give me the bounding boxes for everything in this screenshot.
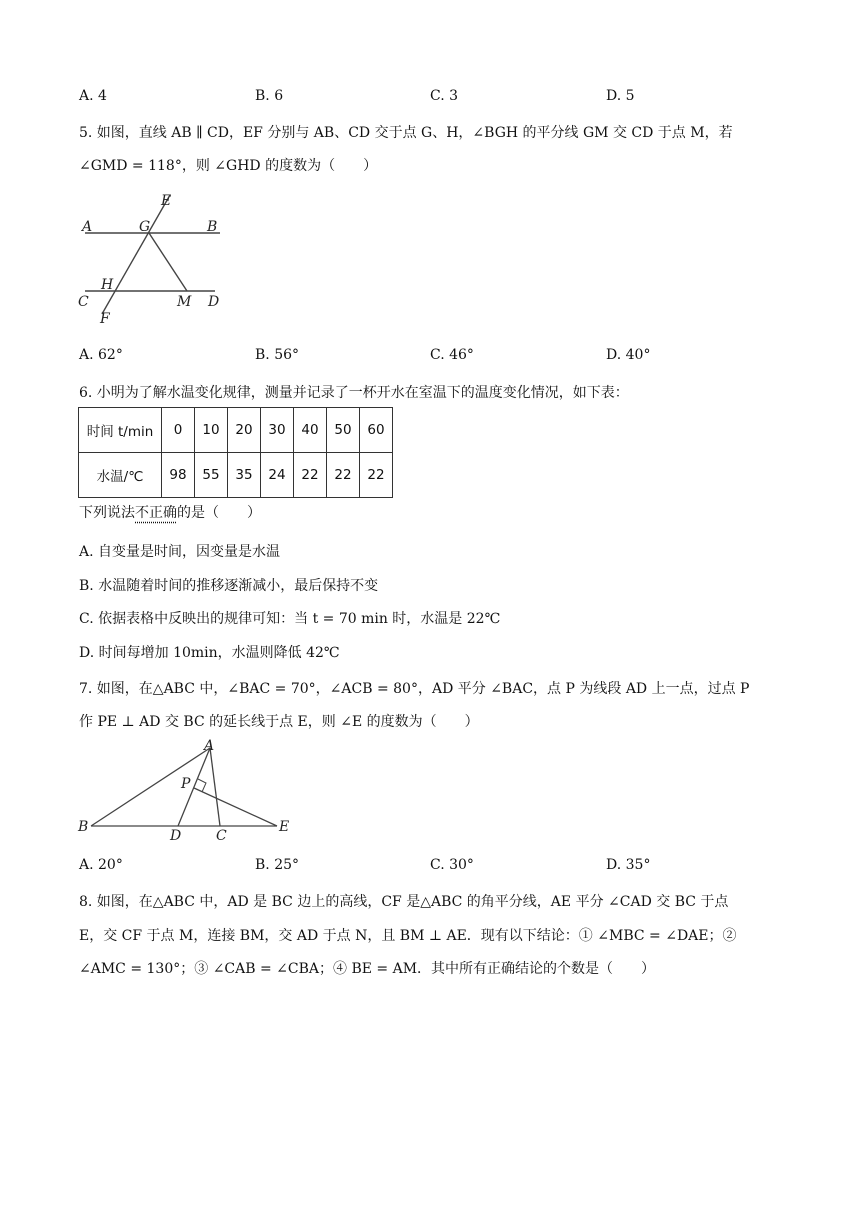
label-p: P [181, 776, 191, 792]
q5-stem-line1: 5. 如图，直线 AB ∥ CD，EF 分别与 AB、CD 交于点 G、H，∠BGH 的平分线 GM 交 CD 于点 M，若 [79, 125, 733, 141]
q5-options [0, 347, 860, 371]
table-header-time: 时间 t/min [79, 408, 162, 453]
table-cell: 22 [327, 453, 360, 498]
q8-stem-line1: 8. 如图，在△ABC 中，AD 是 BC 边上的高线，CF 是△ABC 的角平分线，AE 平分 ∠CAD 交 BC 于点 [79, 894, 729, 910]
q4-option-c: C. 3 [430, 88, 459, 104]
q4-options [0, 88, 860, 112]
table-row [79, 408, 393, 453]
q8-stem-line2: E，交 CF 于点 M，连接 BM，交 AD 于点 N，且 BM ⊥ AE．现有以下结论：① ∠MBC = ∠DAE；② [79, 928, 737, 944]
q6-option-d: D. 时间每增加 10min，水温则降低 42℃ [79, 645, 340, 661]
table-cell: 22 [360, 453, 393, 498]
q7-stem-line1: 7. 如图，在△ABC 中，∠BAC = 70°，∠ACB = 80°，AD 平分 ∠BAC，点 P 为线段 AD 上一点，过点 P [79, 681, 750, 697]
q4-option-a: A. 4 [79, 88, 107, 104]
q6-prompt-emphasis: 不正确 [135, 505, 177, 521]
q5-option-a: A. 62° [79, 347, 123, 363]
table-cell: 20 [228, 408, 261, 453]
label-b: B [78, 819, 89, 835]
q6-option-a: A. 自变量是时间，因变量是水温 [79, 544, 281, 560]
q6-option-b: B. 水温随着时间的推移逐渐减小，最后保持不变 [79, 578, 379, 594]
table-cell: 22 [294, 453, 327, 498]
label-e: E [161, 193, 172, 209]
q5-option-d: D. 40° [606, 347, 651, 363]
table-cell: 24 [261, 453, 294, 498]
table-cell: 30 [261, 408, 294, 453]
table-cell: 60 [360, 408, 393, 453]
q7-options [0, 857, 860, 881]
label-h: H [101, 277, 114, 293]
table-cell: 50 [327, 408, 360, 453]
table-cell: 0 [162, 408, 195, 453]
q6-data-table [78, 407, 393, 498]
q7-figure [75, 738, 305, 843]
table-header-temp: 水温/℃ [79, 453, 162, 498]
q7-option-a: A. 20° [79, 857, 123, 873]
q4-option-b: B. 6 [255, 88, 284, 104]
table-cell: 98 [162, 453, 195, 498]
table-cell: 35 [228, 453, 261, 498]
label-c: C [78, 294, 89, 310]
table-cell: 10 [195, 408, 228, 453]
q4-option-d: D. 5 [606, 88, 635, 104]
label-b: B [207, 219, 218, 235]
table-row [79, 453, 393, 498]
label-a: A [82, 219, 93, 235]
q5-option-b: B. 56° [255, 347, 300, 363]
q7-option-c: C. 30° [430, 857, 474, 873]
table-cell: 55 [195, 453, 228, 498]
q6-prompt-pre: 下列说法 [79, 505, 135, 521]
label-f: F [100, 311, 110, 325]
label-g: G [139, 219, 151, 235]
q5-stem-line2: ∠GMD = 118°，则 ∠GHD 的度数为（ ） [79, 158, 378, 174]
q7-stem-line2: 作 PE ⊥ AD 交 BC 的延长线于点 E，则 ∠E 的度数为（ ） [79, 714, 479, 730]
q5-option-c: C. 46° [430, 347, 474, 363]
q6-prompt [79, 502, 261, 522]
table-cell: 40 [294, 408, 327, 453]
label-d: D [170, 828, 182, 843]
q6-stem: 6. 小明为了解水温变化规律，测量并记录了一杯开水在室温下的温度变化情况，如下表： [79, 385, 629, 401]
q6-option-c: C. 依据表格中反映出的规律可知：当 t = 70 min 时，水温是 22℃ [79, 611, 501, 627]
label-m: M [177, 294, 192, 310]
label-a: A [204, 738, 215, 754]
label-e: E [279, 819, 290, 835]
q8-stem-line3: ∠AMC = 130°；③ ∠CAB = ∠CBA；④ BE = AM．其中所有正确结论的个数是（ ） [79, 961, 656, 977]
q5-figure [75, 190, 235, 325]
q7-option-d: D. 35° [606, 857, 651, 873]
q7-option-b: B. 25° [255, 857, 300, 873]
label-d: D [208, 294, 220, 310]
label-c: C [216, 828, 227, 843]
q6-prompt-post: 的是（ ） [177, 505, 261, 521]
